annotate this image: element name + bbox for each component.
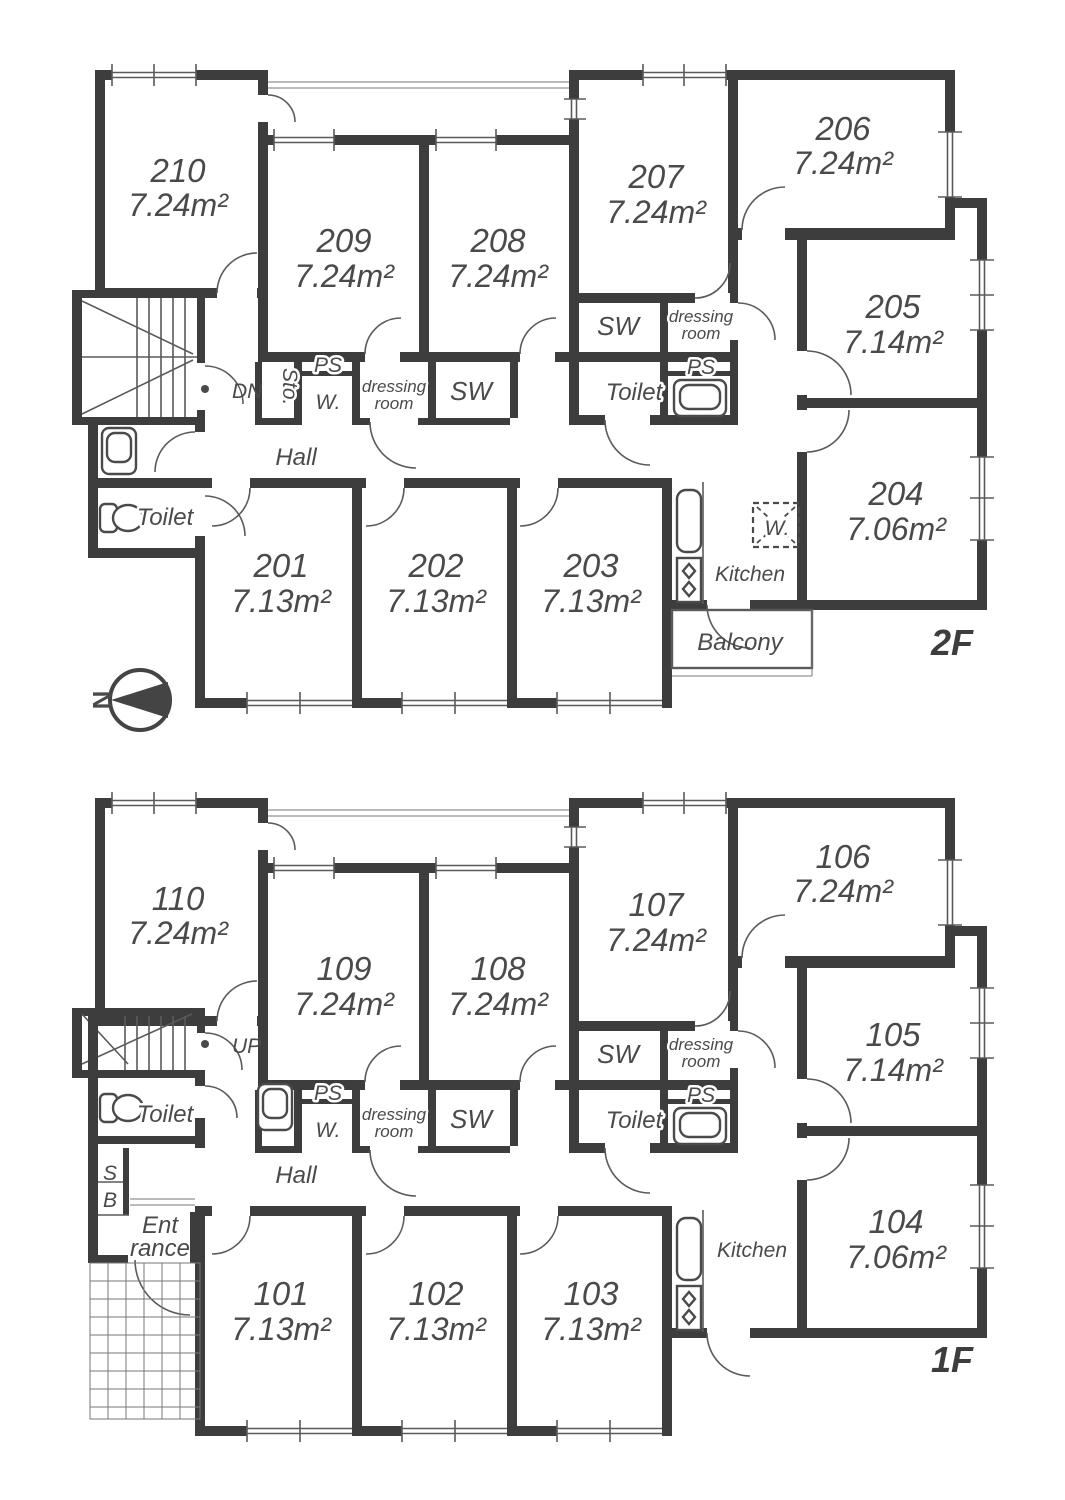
room-201-number: 201 [253,547,309,584]
room-204-area: 7.06m² [846,511,946,547]
sw-left-label: SW [450,376,492,406]
room-204-number: 204 [868,475,924,512]
north-compass [87,670,170,730]
room-108-number: 108 [470,950,526,987]
svg-text:room: room [374,1122,414,1141]
ps-left-label: PS [313,1082,343,1105]
room-206-number: 206 [815,110,871,147]
hall-label: Hall [275,444,317,471]
room-103-area: 7.13m² [541,1311,641,1347]
toilet-right-label: Toilet [605,1107,663,1134]
room-209-number: 209 [316,222,372,259]
toilet-left-label: Toilet [136,504,194,531]
floor-1f [72,792,994,1442]
dressing-room-left-label: dressing [361,377,427,396]
dressing-room-left-label: dressing [361,1105,427,1124]
svg-text:rance: rance [129,1235,191,1262]
stairs-2f [72,290,243,425]
room-202-number: 202 [408,547,464,584]
compass-letter: N [87,690,118,710]
room-207-number: 207 [628,158,684,195]
ps-left-label: PS [313,354,343,377]
stairs-direction-label: UP [232,1035,262,1058]
washer-left-label: W. [315,1119,341,1142]
room-208-area: 7.24m² [448,258,548,294]
room-101-area: 7.13m² [231,1311,331,1347]
room-105-number: 105 [865,1016,921,1053]
washer-left-label: W. [315,391,341,414]
shoebox-label-s: S [102,1162,118,1185]
room-106-number: 106 [815,838,871,875]
room-105-area: 7.14m² [843,1052,943,1088]
room-203-area: 7.13m² [541,583,641,619]
balcony-label: Balcony [697,629,783,656]
room-205-area: 7.14m² [843,324,943,360]
ps-right-label: PS [686,356,716,379]
sw-right-label: SW [597,1039,639,1069]
room-109-number: 109 [316,950,372,987]
floor-2f [72,64,994,730]
room-106-area: 7.24m² [793,873,893,909]
room-202-area: 7.13m² [386,583,486,619]
room-110-area: 7.24m² [128,915,228,951]
room-203-number: 203 [563,547,619,584]
stair-direction-dot [201,385,209,393]
room-201-area: 7.13m² [231,583,331,619]
toilet-right-label: Toilet [605,379,663,406]
room-104-number: 104 [868,1203,924,1240]
room-108-area: 7.24m² [448,986,548,1022]
svg-text:room: room [681,1052,721,1071]
left-sanitary-2f [88,425,245,558]
ps-right-label: PS [686,1084,716,1107]
room-104-area: 7.06m² [846,1239,946,1275]
room-109-area: 7.24m² [294,986,394,1022]
svg-text:room: room [681,324,721,343]
room-210-number: 210 [150,152,206,189]
entrance-porch-tiles [90,1263,200,1419]
sw-right-label: SW [597,311,639,341]
entrance-1f [88,1144,200,1419]
floor-label-1f: 1F [930,1339,974,1380]
hall-label: Hall [275,1162,317,1189]
dressing-room-right-label: dressing [668,307,734,326]
room-107-number: 107 [628,886,684,923]
room-102-area: 7.13m² [386,1311,486,1347]
shoebox-label-b: B [102,1189,118,1212]
kitchen-label: Kitchen [714,563,786,586]
room-205-number: 205 [865,288,921,325]
storage-label: Sto. [278,368,301,406]
room-208-number: 208 [470,222,526,259]
stair-direction-dot [201,1040,209,1048]
room-102-number: 102 [408,1275,464,1312]
room-110-number: 110 [151,880,205,917]
room-101-number: 101 [253,1275,309,1312]
room-210-area: 7.24m² [128,187,228,223]
washer-right-label: W. [764,517,790,540]
entrance-label: Ent [141,1212,179,1239]
floor-label-2f: 2F [930,622,974,663]
room-107-area: 7.24m² [606,922,706,958]
svg-text:room: room [374,394,414,413]
sw-left-label: SW [450,1104,492,1134]
stairs-direction-label: DN [232,380,263,403]
room-103-number: 103 [563,1275,619,1312]
dressing-room-right-label: dressing [668,1035,734,1054]
room-209-area: 7.24m² [294,258,394,294]
toilet-left-label: Toilet [136,1101,194,1128]
kitchen-label: Kitchen [716,1239,788,1262]
room-207-area: 7.24m² [606,194,706,230]
north-arrow-icon [111,682,168,718]
room-206-area: 7.24m² [793,145,893,181]
